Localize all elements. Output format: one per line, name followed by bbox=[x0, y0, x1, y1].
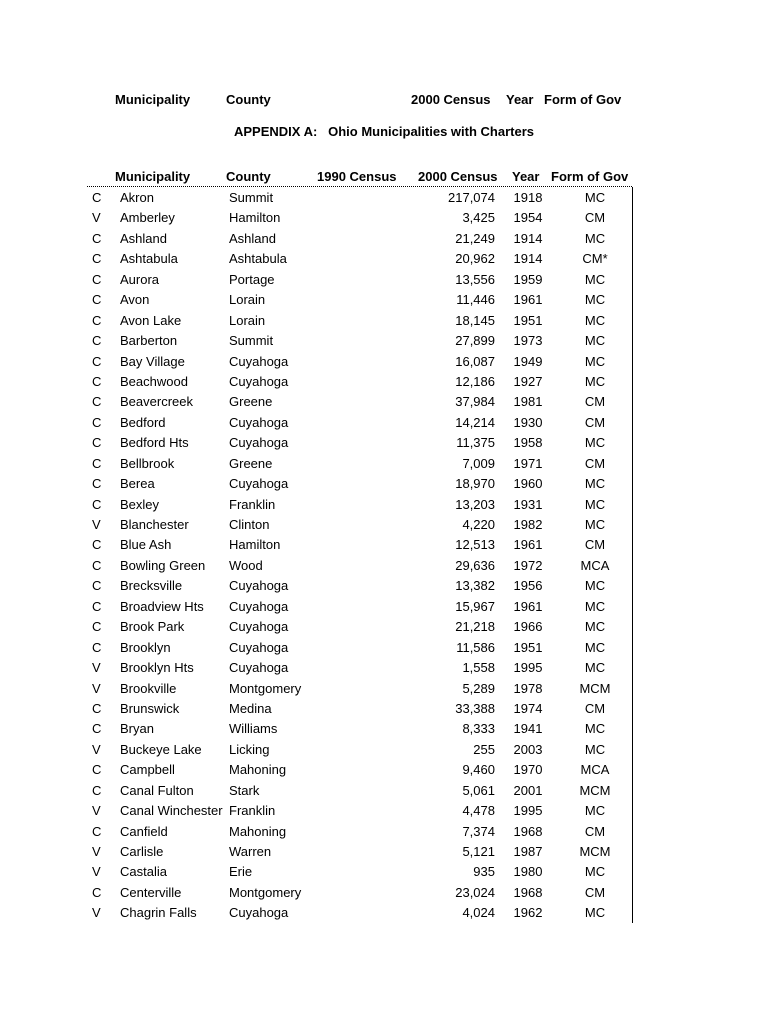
county-name: Lorain bbox=[229, 312, 266, 328]
census-2000-value: 1,558 bbox=[462, 660, 495, 676]
municipality-type: V bbox=[92, 680, 101, 696]
census-2000-value: 4,024 bbox=[462, 905, 495, 921]
form-of-government: MCM bbox=[579, 844, 611, 859]
table-row bbox=[0, 903, 770, 923]
municipality-name: Brecksville bbox=[120, 578, 183, 594]
census-2000-value: 8,333 bbox=[462, 721, 495, 737]
table-row bbox=[0, 495, 770, 515]
municipality-name: Blue Ash bbox=[120, 537, 172, 553]
municipality-name: Brunswick bbox=[120, 700, 180, 716]
form-of-government: MC bbox=[584, 496, 606, 512]
form-of-government: MCA bbox=[580, 557, 610, 573]
municipality-type: C bbox=[92, 721, 102, 737]
county-name: Cuyahoga bbox=[229, 353, 289, 369]
municipality-type: C bbox=[92, 476, 102, 492]
form-of-government: MC bbox=[584, 639, 606, 655]
table-row bbox=[0, 515, 770, 535]
census-2000-value: 29,636 bbox=[455, 557, 495, 573]
form-of-government: MC bbox=[584, 271, 606, 287]
county-name: Montgomery bbox=[229, 884, 302, 900]
municipality-name: Blanchester bbox=[120, 517, 189, 532]
table-header bbox=[0, 169, 770, 187]
form-of-government: CM bbox=[584, 210, 606, 226]
table-row bbox=[0, 801, 770, 821]
census-2000-value: 4,220 bbox=[462, 517, 495, 532]
table-row bbox=[0, 474, 770, 494]
municipality-name: Buckeye Lake bbox=[120, 741, 202, 757]
top-header-municipality: Municipality bbox=[115, 92, 191, 107]
municipality-type: C bbox=[92, 333, 102, 349]
form-of-government: MC bbox=[584, 292, 606, 308]
county-name: Mahoning bbox=[229, 823, 287, 839]
charter-year: 1927 bbox=[513, 373, 543, 389]
charter-year: 1958 bbox=[513, 435, 543, 451]
municipality-type: V bbox=[92, 660, 101, 676]
table-row bbox=[0, 638, 770, 658]
census-2000-value: 13,382 bbox=[455, 578, 495, 594]
table-row bbox=[0, 392, 770, 412]
municipality-type: C bbox=[92, 292, 102, 308]
county-name: Lorain bbox=[229, 292, 266, 308]
municipality-name: Bay Village bbox=[120, 353, 185, 369]
municipality-name: Bowling Green bbox=[120, 557, 206, 573]
form-of-government: CM bbox=[584, 700, 606, 716]
table-row bbox=[0, 658, 770, 678]
charter-year: 1981 bbox=[513, 394, 543, 410]
charter-year: 1978 bbox=[513, 680, 543, 696]
county-name: Greene bbox=[229, 394, 273, 410]
table-row bbox=[0, 719, 770, 739]
municipality-name: Chagrin Falls bbox=[120, 905, 197, 921]
form-of-government: MC bbox=[584, 619, 606, 635]
municipality-name: Brooklyn bbox=[120, 639, 171, 655]
county-name: Cuyahoga bbox=[229, 435, 289, 451]
form-of-government: CM bbox=[584, 537, 606, 553]
form-of-government: MC bbox=[584, 353, 606, 369]
form-of-government: MC bbox=[584, 660, 606, 676]
municipality-name: Canal Winchester bbox=[120, 803, 223, 819]
form-of-government: MC bbox=[584, 373, 606, 389]
appendix-title-text: APPENDIX A: Ohio Municipalities with Charters bbox=[233, 124, 534, 139]
municipality-name: Centerville bbox=[120, 884, 182, 900]
header-divider bbox=[87, 186, 632, 187]
county-name: Cuyahoga bbox=[229, 905, 289, 921]
municipality-name: Campbell bbox=[120, 762, 175, 778]
form-of-government: CM bbox=[584, 823, 606, 839]
charter-year: 1995 bbox=[513, 803, 543, 819]
census-2000-value: 21,249 bbox=[455, 230, 495, 246]
form-of-government: CM bbox=[584, 455, 606, 471]
form-of-government: MC bbox=[584, 598, 606, 614]
municipality-type: C bbox=[92, 782, 102, 798]
county-name: Cuyahoga bbox=[229, 639, 289, 655]
census-2000-value: 12,513 bbox=[455, 537, 495, 553]
charter-year: 1968 bbox=[513, 884, 543, 900]
municipality-name: Bedford bbox=[120, 414, 166, 430]
charter-year: 1956 bbox=[513, 578, 543, 594]
county-name: Cuyahoga bbox=[229, 476, 289, 492]
form-of-government: MC bbox=[584, 435, 606, 451]
table-row bbox=[0, 413, 770, 433]
table-row bbox=[0, 760, 770, 780]
county-name: Cuyahoga bbox=[229, 660, 289, 676]
charter-year: 1914 bbox=[513, 230, 543, 246]
municipality-name: Berea bbox=[120, 476, 155, 492]
charter-year: 2003 bbox=[513, 741, 543, 757]
municipality-type: C bbox=[92, 373, 102, 389]
county-name: Cuyahoga bbox=[229, 578, 289, 594]
municipality-type: C bbox=[92, 578, 102, 594]
municipality-type: V bbox=[92, 905, 101, 921]
charter-year: 1962 bbox=[513, 905, 543, 921]
municipality-name: Bryan bbox=[120, 721, 154, 737]
table-row bbox=[0, 535, 770, 555]
census-2000-value: 5,289 bbox=[462, 680, 495, 696]
county-name: Summit bbox=[229, 190, 274, 205]
charter-year: 1951 bbox=[513, 312, 543, 328]
census-2000-value: 3,425 bbox=[462, 210, 495, 226]
county-name: Cuyahoga bbox=[229, 619, 289, 635]
census-2000-value: 7,009 bbox=[462, 455, 495, 471]
county-name: Montgomery bbox=[229, 680, 302, 696]
table-row bbox=[0, 576, 770, 596]
municipality-type: C bbox=[92, 414, 102, 430]
census-2000-value: 14,214 bbox=[455, 414, 495, 430]
charter-year: 1961 bbox=[513, 537, 543, 553]
municipality-name: Carlisle bbox=[120, 844, 164, 859]
municipality-type: C bbox=[92, 271, 102, 287]
table-row bbox=[0, 842, 770, 862]
census-2000-value: 7,374 bbox=[462, 823, 495, 839]
top-header-census-2000: 2000 Census bbox=[411, 92, 491, 107]
municipality-name: Canfield bbox=[120, 823, 168, 839]
census-2000-value: 5,061 bbox=[462, 782, 495, 798]
municipality-type: C bbox=[92, 823, 102, 839]
census-2000-value: 37,984 bbox=[455, 394, 495, 410]
county-name: Greene bbox=[229, 455, 273, 471]
census-2000-value: 217,074 bbox=[448, 190, 495, 205]
charter-year: 1949 bbox=[513, 353, 543, 369]
table-row bbox=[0, 352, 770, 372]
table-row bbox=[0, 311, 770, 331]
municipality-name: Brooklyn Hts bbox=[120, 660, 194, 676]
county-name: Ashtabula bbox=[229, 251, 287, 267]
form-of-government: MC bbox=[584, 190, 606, 205]
municipality-type: C bbox=[92, 496, 102, 512]
form-of-government: MC bbox=[584, 721, 606, 737]
table-row bbox=[0, 433, 770, 453]
municipality-table-body bbox=[0, 188, 770, 924]
municipality-type: C bbox=[92, 598, 102, 614]
col-header-form: Form of Gov bbox=[551, 169, 629, 184]
municipality-type: C bbox=[92, 639, 102, 655]
county-name: Hamilton bbox=[229, 537, 281, 553]
table-row bbox=[0, 617, 770, 637]
municipality-name: Castalia bbox=[120, 864, 167, 880]
county-name: Ashland bbox=[229, 230, 276, 246]
municipality-name: Bexley bbox=[120, 496, 160, 512]
municipality-name: Amberley bbox=[120, 210, 175, 226]
form-of-government: MC bbox=[584, 230, 606, 246]
municipality-name: Canal Fulton bbox=[120, 782, 194, 798]
census-2000-value: 5,121 bbox=[462, 844, 495, 859]
county-name: Stark bbox=[229, 782, 260, 798]
form-of-government: MC bbox=[584, 905, 606, 921]
col-header-census-1990: 1990 Census bbox=[317, 169, 397, 184]
form-of-government: MC bbox=[584, 864, 606, 880]
municipality-type: C bbox=[92, 190, 102, 205]
county-name: Franklin bbox=[229, 803, 276, 819]
top-header-form: Form of Gov bbox=[544, 92, 622, 107]
municipality-type: C bbox=[92, 251, 102, 267]
form-of-government: CM bbox=[584, 414, 606, 430]
table-row bbox=[0, 229, 770, 249]
county-name: Cuyahoga bbox=[229, 414, 289, 430]
charter-year: 1971 bbox=[513, 455, 543, 471]
municipality-type: V bbox=[92, 210, 101, 226]
municipality-name: Brook Park bbox=[120, 619, 185, 635]
table-row bbox=[0, 270, 770, 290]
charter-year: 1973 bbox=[513, 333, 543, 349]
table-row bbox=[0, 699, 770, 719]
municipality-name: Brookville bbox=[120, 680, 177, 696]
census-2000-value: 27,899 bbox=[455, 333, 495, 349]
municipality-type: C bbox=[92, 700, 102, 716]
census-2000-value: 12,186 bbox=[455, 373, 495, 389]
municipality-type: V bbox=[92, 741, 101, 757]
municipality-name: Barberton bbox=[120, 333, 178, 349]
col-header-year: Year bbox=[512, 169, 540, 184]
table-row bbox=[0, 208, 770, 228]
table-row bbox=[0, 597, 770, 617]
county-name: Franklin bbox=[229, 496, 276, 512]
municipality-type: C bbox=[92, 230, 102, 246]
municipality-name: Broadview Hts bbox=[120, 598, 204, 614]
municipality-name: Avon Lake bbox=[120, 312, 182, 328]
charter-year: 1951 bbox=[513, 639, 543, 655]
county-name: Mahoning bbox=[229, 762, 287, 778]
form-of-government: MC bbox=[584, 312, 606, 328]
county-name: Cuyahoga bbox=[229, 598, 289, 614]
charter-year: 1961 bbox=[513, 292, 543, 308]
county-name: Hamilton bbox=[229, 210, 281, 226]
form-of-government: MCM bbox=[579, 782, 611, 798]
table-row bbox=[0, 556, 770, 576]
municipality-type: V bbox=[92, 803, 101, 819]
census-2000-value: 935 bbox=[473, 864, 495, 880]
charter-year: 1918 bbox=[513, 190, 543, 205]
county-name: Clinton bbox=[229, 517, 270, 532]
county-name: Cuyahoga bbox=[229, 373, 289, 389]
charter-year: 1970 bbox=[513, 762, 543, 778]
charter-year: 1960 bbox=[513, 476, 543, 492]
county-name: Medina bbox=[229, 700, 272, 716]
municipality-type: C bbox=[92, 435, 102, 451]
form-of-government: MC bbox=[584, 578, 606, 594]
municipality-type: C bbox=[92, 312, 102, 328]
table-row bbox=[0, 188, 770, 208]
charter-year: 1961 bbox=[513, 598, 543, 614]
col-header-municipality: Municipality bbox=[115, 169, 191, 184]
municipality-type: C bbox=[92, 619, 102, 635]
municipality-name: Aurora bbox=[120, 271, 160, 287]
census-2000-value: 23,024 bbox=[455, 884, 495, 900]
table-row bbox=[0, 740, 770, 760]
census-2000-value: 18,145 bbox=[455, 312, 495, 328]
charter-year: 1987 bbox=[513, 844, 543, 859]
charter-year: 1982 bbox=[513, 517, 543, 532]
county-name: Erie bbox=[229, 864, 253, 880]
form-of-government: MC bbox=[584, 517, 606, 532]
municipality-type: V bbox=[92, 864, 101, 880]
form-of-government: CM bbox=[584, 394, 606, 410]
table-row bbox=[0, 454, 770, 474]
charter-year: 1966 bbox=[513, 619, 543, 635]
form-of-government: MC bbox=[584, 333, 606, 349]
top-header bbox=[0, 92, 770, 110]
table-row bbox=[0, 372, 770, 392]
municipality-type: C bbox=[92, 762, 102, 778]
municipality-name: Bellbrook bbox=[120, 455, 175, 471]
table-row bbox=[0, 249, 770, 269]
col-header-census-2000: 2000 Census bbox=[418, 169, 498, 184]
form-of-government: MC bbox=[584, 803, 606, 819]
form-of-government: MC bbox=[584, 476, 606, 492]
charter-year: 1974 bbox=[513, 700, 543, 716]
municipality-type: V bbox=[92, 844, 101, 859]
municipality-name: Akron bbox=[120, 190, 154, 205]
form-of-government: MCM bbox=[579, 680, 611, 696]
census-2000-value: 11,375 bbox=[456, 435, 495, 451]
charter-year: 1959 bbox=[513, 271, 543, 287]
table-row bbox=[0, 331, 770, 351]
charter-year: 1930 bbox=[513, 414, 543, 430]
appendix-title bbox=[0, 124, 770, 139]
form-of-government: MCA bbox=[580, 762, 610, 778]
census-2000-value: 11,446 bbox=[456, 292, 495, 308]
municipality-type: C bbox=[92, 353, 102, 369]
county-name: Williams bbox=[229, 721, 278, 737]
municipality-type: V bbox=[92, 517, 101, 532]
top-header-year: Year bbox=[506, 92, 534, 107]
charter-year: 1995 bbox=[513, 660, 543, 676]
table-row bbox=[0, 290, 770, 310]
census-2000-value: 255 bbox=[473, 741, 495, 757]
table-row bbox=[0, 883, 770, 903]
form-of-government: MC bbox=[584, 741, 606, 757]
municipality-type: C bbox=[92, 394, 102, 410]
census-2000-value: 13,556 bbox=[455, 271, 495, 287]
municipality-name: Avon bbox=[120, 292, 150, 308]
charter-year: 1954 bbox=[513, 210, 543, 226]
county-name: Summit bbox=[229, 333, 274, 349]
census-2000-value: 13,203 bbox=[455, 496, 495, 512]
charter-year: 2001 bbox=[513, 782, 543, 798]
municipality-name: Ashtabula bbox=[120, 251, 178, 267]
municipality-name: Bedford Hts bbox=[120, 435, 189, 451]
charter-year: 1972 bbox=[513, 557, 543, 573]
charter-year: 1931 bbox=[513, 496, 543, 512]
municipality-type: C bbox=[92, 537, 102, 553]
census-2000-value: 21,218 bbox=[455, 619, 495, 635]
form-of-government: CM bbox=[584, 884, 606, 900]
municipality-name: Beavercreek bbox=[120, 394, 193, 410]
census-2000-value: 4,478 bbox=[462, 803, 495, 819]
top-header-county: County bbox=[226, 92, 271, 107]
census-2000-value: 11,586 bbox=[456, 639, 495, 655]
charter-year: 1980 bbox=[513, 864, 543, 880]
census-2000-value: 9,460 bbox=[462, 762, 495, 778]
county-name: Wood bbox=[229, 557, 263, 573]
municipality-type: C bbox=[92, 557, 102, 573]
table-row bbox=[0, 679, 770, 699]
county-name: Portage bbox=[229, 271, 275, 287]
municipality-type: C bbox=[92, 884, 102, 900]
form-of-government: CM* bbox=[582, 251, 608, 267]
charter-year: 1914 bbox=[513, 251, 543, 267]
charter-year: 1941 bbox=[513, 721, 543, 737]
county-name: Licking bbox=[229, 741, 270, 757]
table-row bbox=[0, 781, 770, 801]
census-2000-value: 16,087 bbox=[455, 353, 495, 369]
census-2000-value: 15,967 bbox=[455, 598, 495, 614]
census-2000-value: 18,970 bbox=[455, 476, 495, 492]
census-2000-value: 20,962 bbox=[455, 251, 495, 267]
municipality-name: Beachwood bbox=[120, 373, 188, 389]
table-row bbox=[0, 862, 770, 882]
municipality-type: C bbox=[92, 455, 102, 471]
municipality-name: Ashland bbox=[120, 230, 167, 246]
county-name: Warren bbox=[229, 844, 272, 859]
col-header-county: County bbox=[226, 169, 271, 184]
charter-year: 1968 bbox=[513, 823, 543, 839]
census-2000-value: 33,388 bbox=[455, 700, 495, 716]
table-row bbox=[0, 822, 770, 842]
